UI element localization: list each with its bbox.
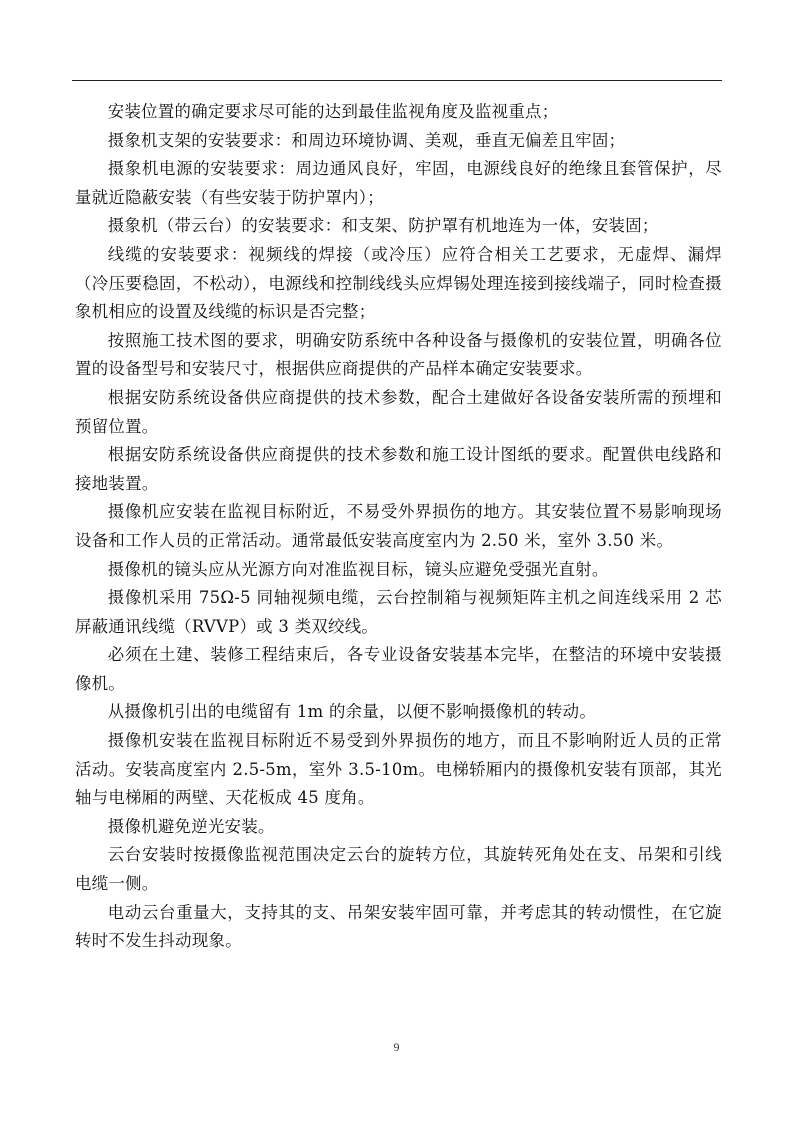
paragraph: 从摄像机引出的电缆留有 1m 的余量，以便不影响摄像机的转动。: [107, 702, 597, 722]
paragraph: 按照施工技术图的要求，明确安防系统中各种设备与摄像机的安装位置，明确各位置的设备型号和安装尺寸，根据供应商提供的产品样本确定安装要求。: [75, 330, 722, 379]
paragraph: 云台安装时按摄像监视范围决定云台的旋转方位，其旋转死角处在支、吊架和引线电缆一侧。: [75, 845, 722, 894]
paragraph: 摄像机避免逆光安装。: [107, 816, 275, 836]
document-body: [75, 98, 722, 956]
paragraph: 摄像机的镜头应从光源方向对准监视目标，镜头应避免受强光直射。: [107, 559, 609, 579]
paragraph: 线缆的安装要求：视频线的焊接（或冷压）应符合相关工艺要求，无虚焊、漏焊（冷压要稳固，不松动），电源线和控制线线头应焊锡处理连接到接线端子，同时检查摄象机相应的设置及线缆的标识是否完整；: [75, 244, 722, 322]
paragraph: 必须在土建、装修工程结束后，各专业设备安装基本完毕，在整洁的环境中安装摄像机。: [75, 645, 722, 693]
paragraph: 摄象机支架的安装要求：和周边环境协调、美观，垂直无偏差且牢固；: [107, 130, 626, 150]
paragraph: 电动云台重量大，支持其的支、吊架安装牢固可靠，并考虑其的转动惯性，在它旋转时不发生抖动现象。: [75, 902, 722, 951]
paragraph: 根据安防系统设备供应商提供的技术参数，配合土建做好各设备安装所需的预埋和预留位置。: [75, 387, 722, 436]
paragraph: 摄象机（带云台）的安装要求：和支架、防护罩有机地连为一体，安装固；: [107, 216, 659, 236]
header-rule: [72, 80, 722, 81]
page-number: 9: [393, 1040, 400, 1054]
paragraph: 摄像机采用 75Ω-5 同轴视频电缆，云台控制箱与视频矩阵主机之间连线采用 2 芯屏蔽通讯线缆（RVVP）或 3 类双绞线。: [75, 588, 722, 636]
paragraph: 摄象机电源的安装要求：周边通风良好，牢固，电源线良好的绝缘且套管保护，尽量就近隐蔽安装（有些安装于防护罩内）；: [75, 159, 722, 207]
paragraph: 安装位置的确定要求尽可能的达到最佳监视角度及监视重点；: [107, 102, 559, 121]
paragraph: 根据安防系统设备供应商提供的技术参数和施工设计图纸的要求。配置供电线路和接地装置。: [75, 445, 722, 493]
paragraph: 摄像机应安装在监视目标附近，不易受外界损伤的地方。其安装位置不易影响现场设备和工作人员的正常活动。通常最低安装高度室内为 2.50 米，室外 3.50 米。: [75, 502, 722, 550]
paragraph: 摄像机安装在监视目标附近不易受到外界损伤的地方，而且不影响附近人员的正常活动。安装高度室内 2.5-5m，室外 3.5-10m。电梯轿厢内的摄像机安装有顶部，其光轴与电梯厢的两壁、天花板成 45 度角。: [75, 731, 722, 808]
